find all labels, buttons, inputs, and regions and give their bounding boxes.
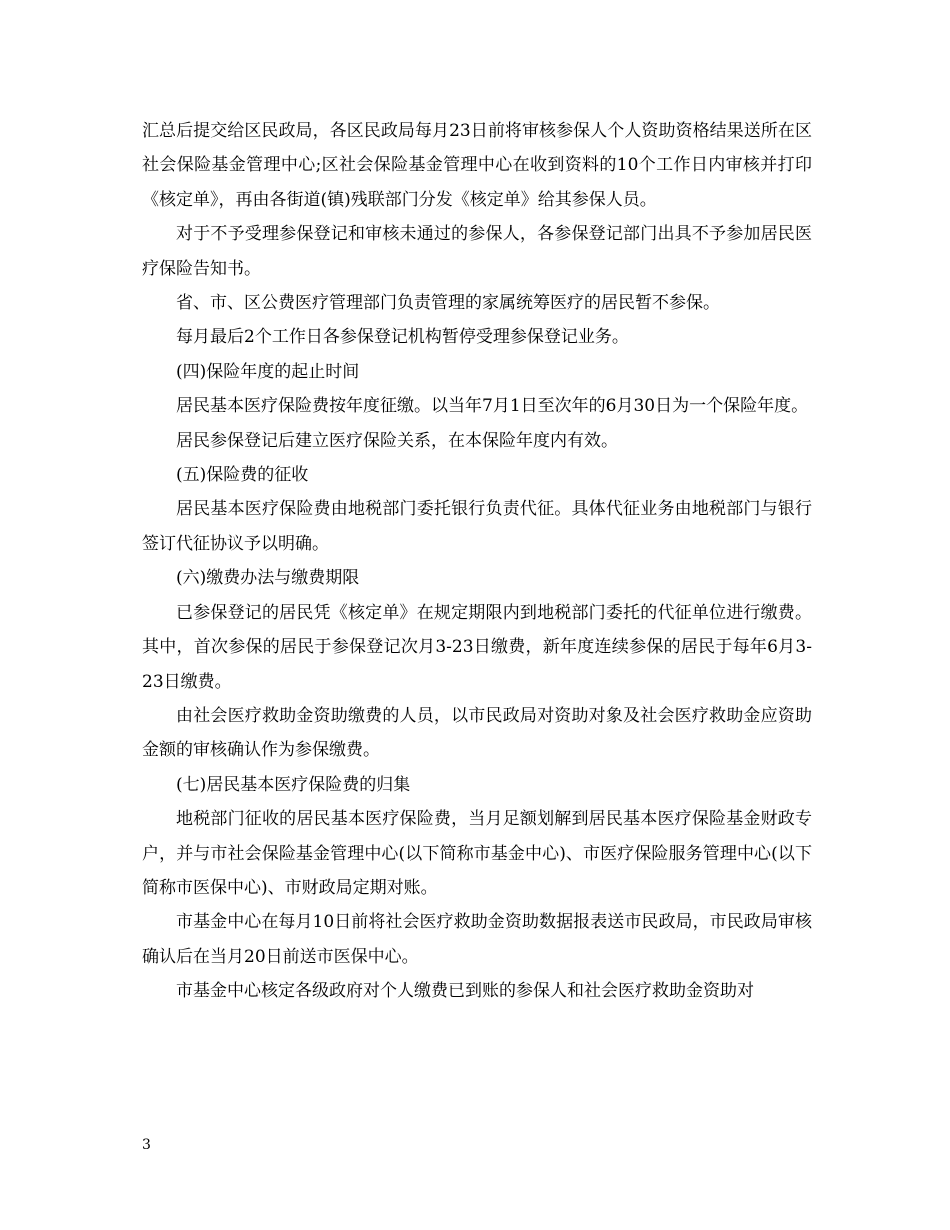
paragraph-15: 市基金中心在每月10日前将社会医疗救助金资助数据报表送市民政局，市民政局审核确认后在当月20日前送市医保中心。 [142,912,812,967]
page-number: 3 [142,1137,151,1153]
paragraph-2: 对于不予受理参保登记和审核未通过的参保人，各参保登记部门出具不予参加居民医疗保险告知书。 [142,224,812,279]
section-heading-7: (七)居民基本医疗保险费的归集 [176,774,411,795]
paragraph-11: 已参保登记的居民凭《核定单》在规定期限内到地税部门委托的代征单位进行缴费。其中，首次参保的居民于参保登记次月3-23日缴费，新年度连续参保的居民于每年6月3-23日缴费。 [142,602,812,692]
paragraph-9: 居民基本医疗保险费由地税部门委托银行负责代征。具体代征业务由地税部门与银行签订代征协议予以明确。 [142,499,812,554]
document-body [142,114,812,1009]
section-heading-6: (六)缴费办法与缴费期限 [176,568,360,589]
paragraph-1: 汇总后提交给区民政局，各区民政局每月23日前将审核参保人个人资助资格结果送所在区社会保险基金管理中心;区社会保险基金管理中心在收到资料的10个工作日内审核并打印《核定单》，再由各街道(镇)残联部门分发《核定单》给其参保人员。 [142,121,812,210]
paragraph-7: 居民参保登记后建立医疗保险关系，在本保险年度内有效。 [176,430,618,451]
paragraph-6: 居民基本医疗保险费按年度征缴。以当年7月1日至次年的6月30日为一个保险年度。 [176,396,809,417]
section-heading-5: (五)保险费的征收 [176,465,309,486]
paragraph-12: 由社会医疗救助金资助缴费的人员，以市民政局对资助对象及社会医疗救助金应资助金额的审核确认作为参保缴费。 [142,705,812,761]
paragraph-14: 地税部门征收的居民基本医疗保险费，当月足额划解到居民基本医疗保险基金财政专户，并与市社会保险基金管理中心(以下简称市基金中心)、市医疗保险服务管理中心(以下简称市医保中心)、市财政局定期对账。 [142,809,812,898]
paragraph-3: 省、市、区公费医疗管理部门负责管理的家属统筹医疗的居民暂不参保。 [176,293,720,314]
section-heading-4: (四)保险年度的起止时间 [176,361,360,382]
paragraph-4: 每月最后2个工作日各参保登记机构暂停受理参保登记业务。 [176,327,629,348]
paragraph-16: 市基金中心核定各级政府对个人缴费已到账的参保人和社会医疗救助金资助对 [176,981,754,1002]
